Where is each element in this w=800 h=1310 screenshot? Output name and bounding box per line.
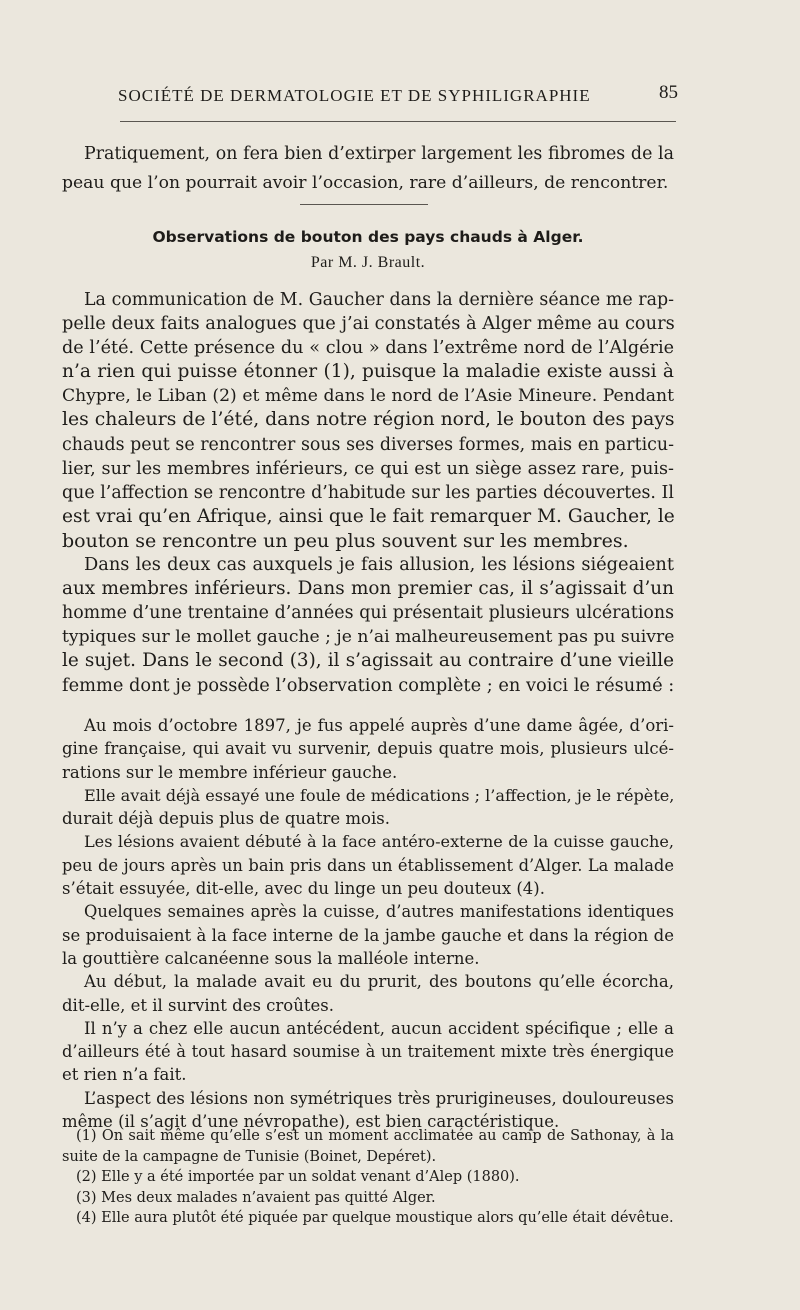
text-line: La communication de M. Gaucher dans la dernière séance me rap- — [84, 290, 674, 310]
article-byline: Par M. J. Brault. — [310, 254, 426, 271]
text-line: d’ailleurs été à tout hasard soumise à un traitement mixte très énergique — [62, 1042, 674, 1062]
page-number: 85 — [659, 82, 678, 103]
intro-paragraph — [62, 140, 674, 197]
text-line: même (il s’agit d’une névropathe), est bien caractéristique. — [62, 1112, 560, 1132]
footnote-line: (3) Mes deux malades n’avaient pas quitté Alger. — [76, 1189, 436, 1206]
text-line: typiques sur le mollet gauche ; je n’ai malheureusement pas pu suivre — [62, 627, 675, 648]
text-line: aux membres inférieurs. Dans mon premier cas, il s’agissait d’un — [62, 578, 674, 600]
running-title: SOCIÉTÉ DE DERMATOLOGIE ET DE SYPHILIGRAPHIE — [118, 86, 591, 105]
text-line: se produisaient à la face interne de la jambe gauche et dans la région de — [62, 925, 674, 945]
text-line: femme dont je possède l’observation complète ; en voici le résumé : — [62, 674, 675, 696]
text-line: Quelques semaines après la cuisse, d’autres manifestations identiques — [84, 902, 674, 922]
article-body — [62, 288, 674, 698]
text-line: L’aspect des lésions non symétriques très prurigineuses, douloureuses — [84, 1088, 674, 1108]
text-line: rations sur le membre inférieur gauche. — [62, 762, 398, 782]
footnote-line: (1) On sait même qu’elle s’est un moment acclimatée au camp de Sathonay, à la — [76, 1128, 674, 1144]
text-line: chauds peut se rencontrer sous ses diverses formes, mais en particu- — [62, 434, 674, 455]
footnotes — [62, 1126, 674, 1229]
text-line: est vrai qu’en Afrique, ainsi que le fait remarquer M. Gaucher, le — [62, 505, 675, 527]
text-line: Au mois d’octobre 1897, je fus appelé auprès d’une dame âgée, d’ori- — [84, 716, 674, 735]
text-line: s’était essuyée, dit-elle, avec du linge un peu douteux (4). — [62, 879, 545, 899]
text-line: gine française, qui avait vu survenir, depuis quatre mois, plusieurs ulcé- — [62, 739, 674, 759]
text-line: Au début, la malade avait eu du prurit, des boutons qu’elle écorcha, — [84, 972, 674, 992]
text-line: Chypre, le Liban (2) et même dans le nord de l’Asie Mineure. Pendant — [62, 386, 674, 407]
text-line: Pratiquement, on fera bien d’extirper largement les fibromes de la — [84, 144, 674, 164]
text-line: Dans les deux cas auxquels je fais allusion, les lésions siégeaient — [84, 554, 674, 576]
text-line: lier, sur les membres inférieurs, ce qui est un siège assez rare, puis- — [62, 458, 674, 479]
text-line: bouton se rencontre un peu plus souvent sur les membres. — [62, 529, 629, 552]
footnote-line: suite de la campagne de Tunisie (Boinet, Depéret). — [62, 1148, 437, 1165]
text-line: que l’affection se rencontre d’habitude sur les parties découvertes. Il — [62, 482, 674, 503]
text-line: durait déjà depuis plus de quatre mois. — [62, 809, 390, 829]
text-line: Il n’y a chez elle aucun antécédent, aucun accident spécifique ; elle a — [84, 1018, 674, 1038]
text-line: la gouttière calcanéenne sous la malléole interne. — [62, 948, 480, 968]
text-line: dit-elle, et il survint des croûtes. — [62, 995, 334, 1015]
text-line: les chaleurs de l’été, dans notre région nord, le bouton des pays — [62, 409, 675, 431]
text-line: n’a rien qui puisse étonner (1), puisque la maladie existe aussi à — [62, 361, 674, 383]
article-title: Observations de bouton des pays chauds à Alger. — [152, 228, 584, 246]
text-line: Elle avait déjà essayé une foule de médications ; l’affection, je le répète, — [84, 785, 675, 805]
footnote-line: (2) Elle y a été importée par un soldat venant d’Alep (1880). — [76, 1169, 520, 1186]
section-divider — [300, 204, 428, 205]
text-line: peau que l’on pourrait avoir l’occasion, rare d’ailleurs, de rencontrer. — [62, 172, 669, 193]
text-line: le sujet. Dans le second (3), il s’agissait au contraire d’une vieille — [62, 650, 674, 672]
text-line: pelle deux faits analogues que j’ai constatés à Alger même au cours — [62, 313, 675, 335]
text-line: Les lésions avaient débuté à la face antéro-externe de la cuisse gauche, — [84, 832, 674, 852]
footnote-line: (4) Elle aura plutôt été piquée par quelque moustique alors qu’elle était dévêtue. — [76, 1210, 674, 1227]
text-line: et rien n’a fait. — [62, 1065, 187, 1085]
text-line: peu de jours après un bain pris dans un établissement d’Alger. La malade — [62, 855, 674, 875]
header-rule — [120, 121, 676, 122]
observation-block — [62, 714, 674, 1133]
text-line: de l’été. Cette présence du « clou » dans l’extrême nord de l’Algérie — [62, 338, 674, 359]
text-line: homme d’une trentaine d’années qui présentait plusieurs ulcérations — [62, 603, 674, 624]
